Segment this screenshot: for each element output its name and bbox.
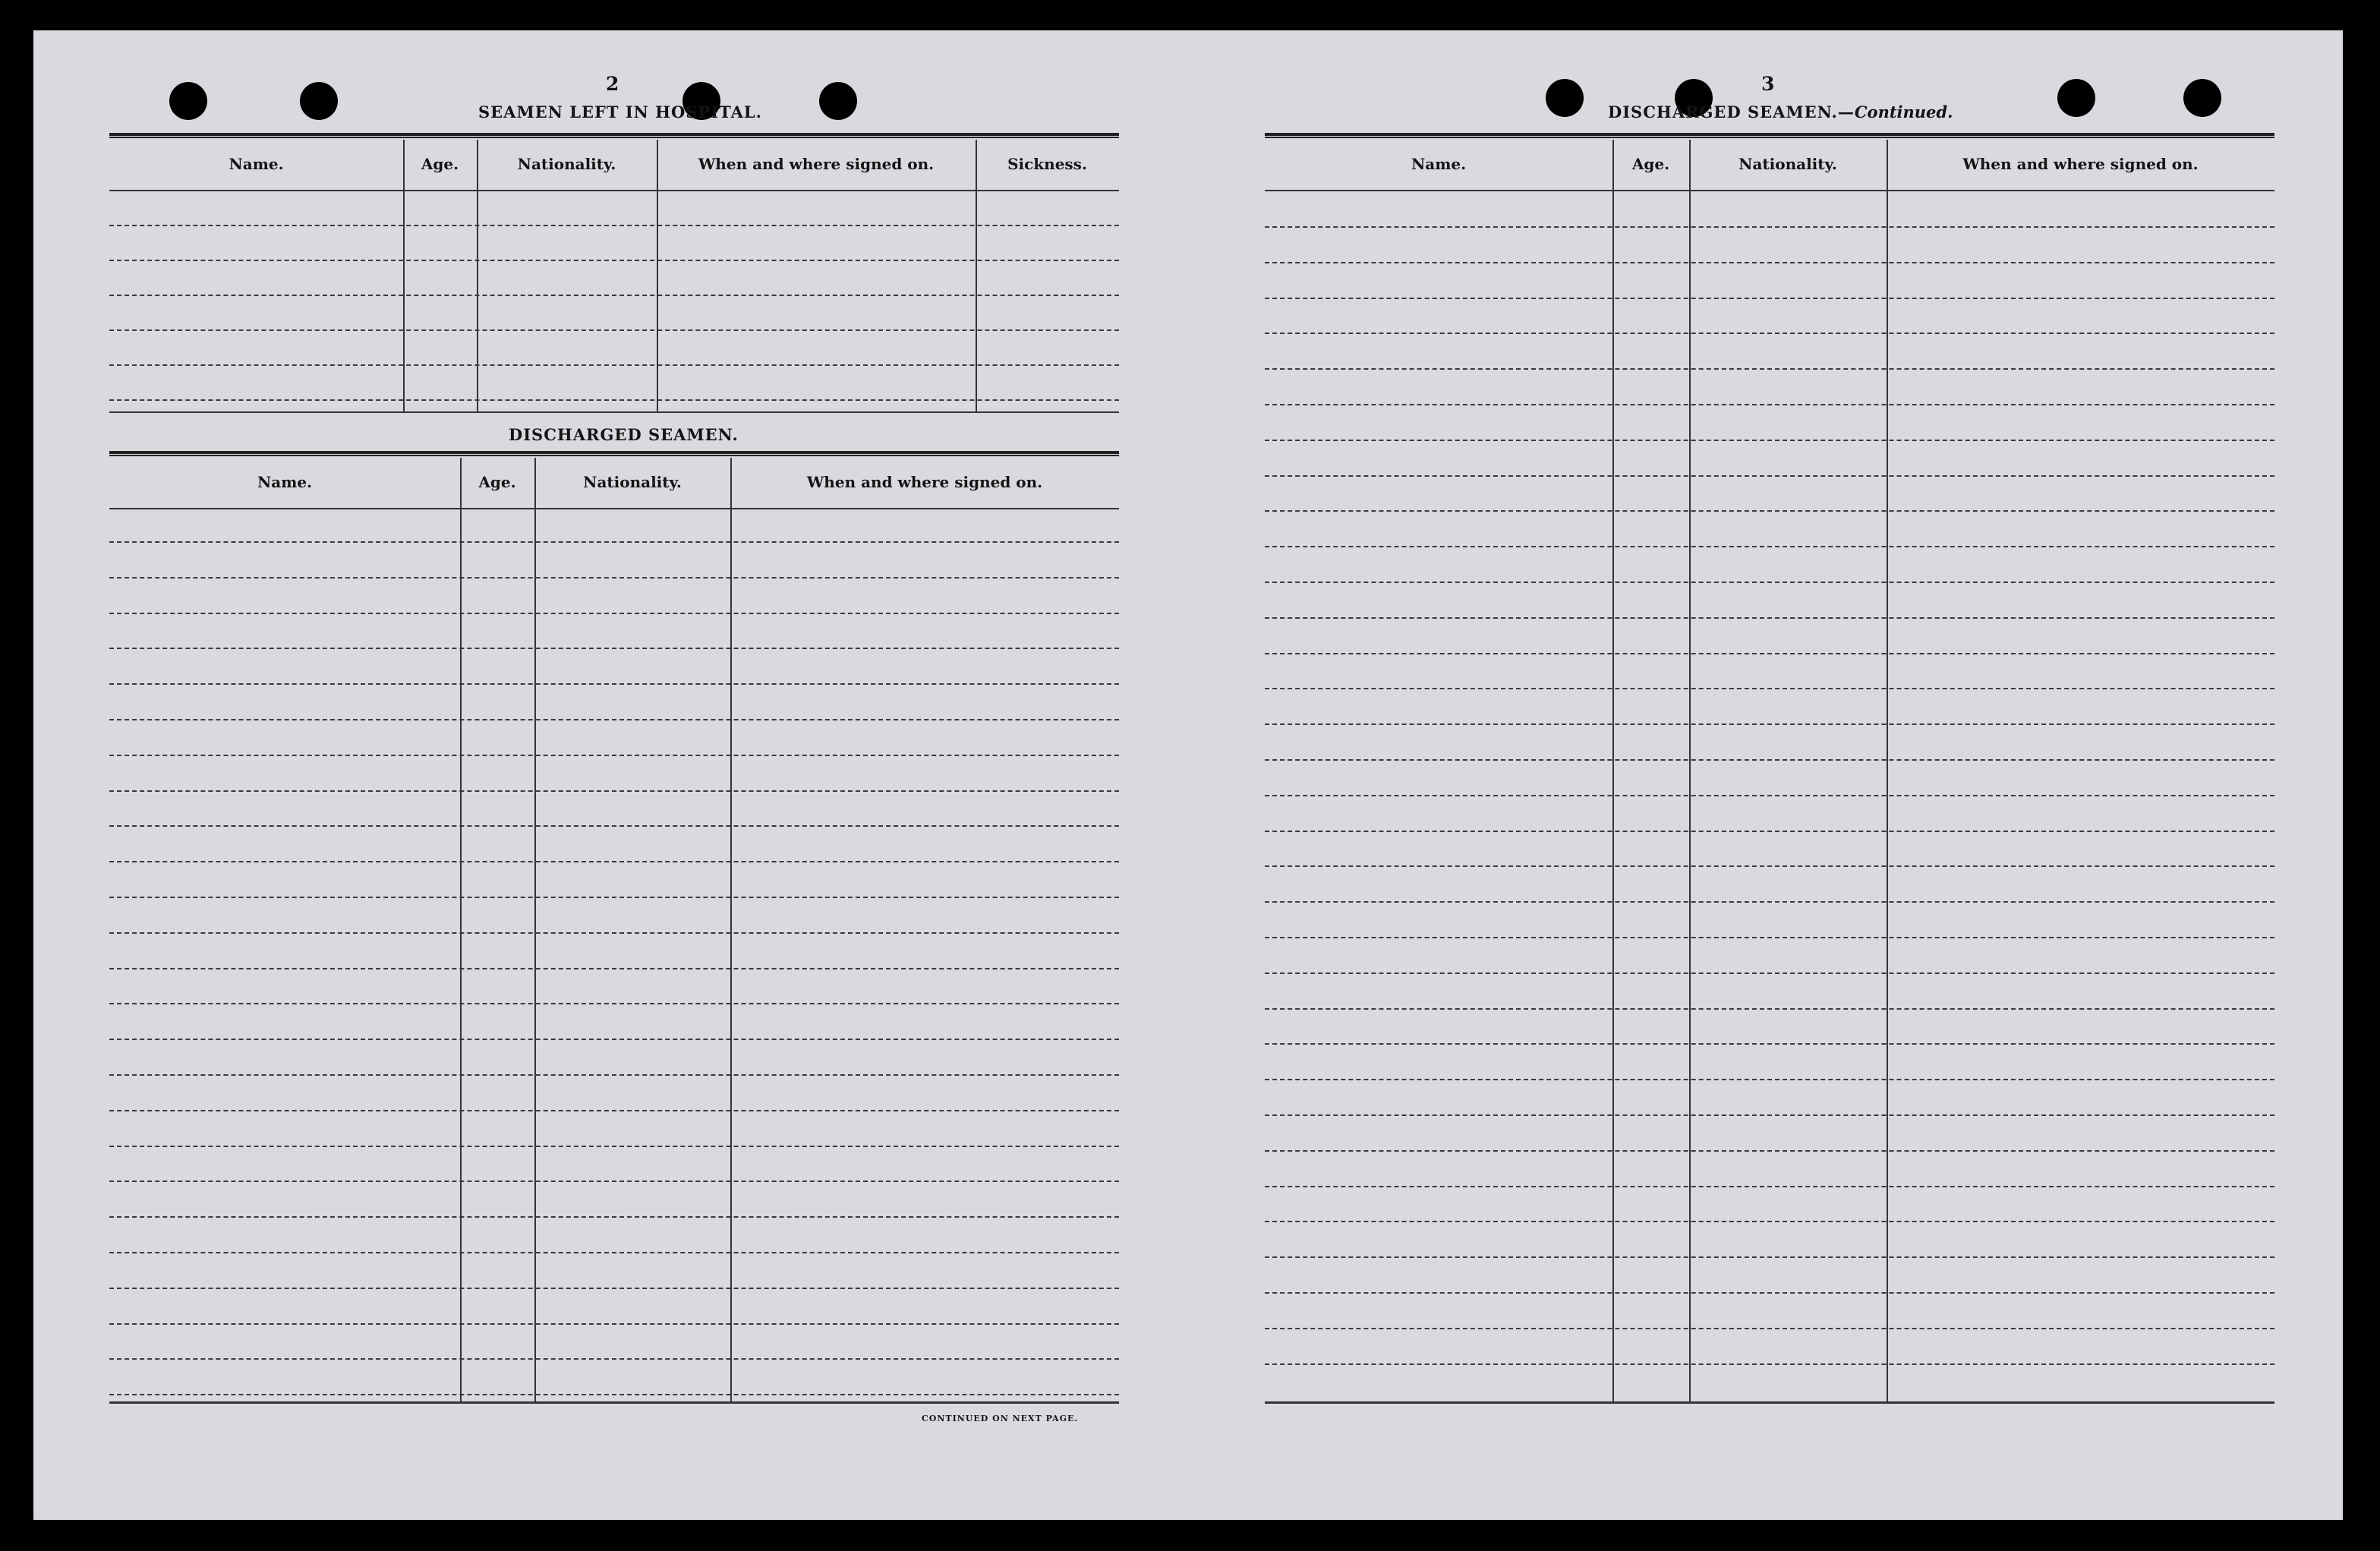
right-col-signed-on: When and where signed on.	[1962, 155, 2199, 173]
entry-line	[1265, 653, 2274, 654]
entry-line	[109, 968, 1119, 969]
entry-line	[1265, 723, 2274, 725]
hospital-table-header	[109, 140, 1119, 191]
entry-line	[1265, 226, 2274, 228]
entry-line	[1265, 1256, 2274, 1258]
punch-hole-icon	[169, 82, 207, 120]
entry-line	[109, 1216, 1119, 1218]
entry-line	[109, 260, 1119, 261]
entry-line	[1265, 582, 2274, 583]
hospital-bottom-rule	[109, 411, 1119, 413]
entry-line	[1265, 937, 2274, 938]
entry-line	[1265, 440, 2274, 441]
right-col-age: Age.	[1631, 155, 1670, 173]
entry-line	[1265, 973, 2274, 974]
entry-line	[109, 1358, 1119, 1360]
entry-line	[1265, 617, 2274, 619]
entry-line	[109, 225, 1119, 226]
right-section-title	[1608, 102, 1953, 121]
hospital-section-title: SEAMEN LEFT IN HOSPITAL.	[478, 102, 762, 121]
entry-line	[1265, 831, 2274, 832]
entry-line	[1265, 368, 2274, 370]
entry-line	[109, 1181, 1119, 1182]
right-top-rule	[1265, 133, 2274, 138]
entry-line	[109, 1074, 1119, 1076]
entry-line	[109, 861, 1119, 862]
entry-line	[109, 719, 1119, 720]
hospital-top-rule	[109, 133, 1119, 138]
entry-line	[109, 932, 1119, 934]
punch-hole-icon	[300, 82, 338, 120]
right-discharged-table	[1265, 140, 2274, 1401]
discharged-col-name: Name.	[257, 473, 313, 491]
entry-line	[1265, 333, 2274, 334]
right-page-number: 3	[1761, 73, 1775, 95]
hospital-col-divider	[477, 140, 478, 411]
entry-line	[109, 1110, 1119, 1111]
entry-line	[1265, 901, 2274, 903]
entry-line	[1265, 865, 2274, 867]
discharged-section-title: DISCHARGED SEAMEN.	[509, 425, 739, 444]
right-title-main: DISCHARGED SEAMEN.—	[1608, 102, 1855, 121]
entry-line	[109, 1288, 1119, 1289]
discharged-col-age: Age.	[478, 473, 516, 491]
document-sheet	[33, 30, 2343, 1520]
hospital-col-sickness: Sickness.	[1007, 155, 1087, 173]
punch-hole-icon	[2057, 79, 2095, 117]
entry-line	[1265, 510, 2274, 512]
entry-line	[1265, 1328, 2274, 1329]
entry-line	[109, 295, 1119, 296]
entry-line	[109, 790, 1119, 792]
right-col-divider	[1612, 140, 1614, 1401]
entry-line	[1265, 1114, 2274, 1116]
discharged-col-divider	[730, 458, 732, 1401]
entry-line	[109, 1146, 1119, 1147]
hospital-col-nationality: Nationality.	[517, 155, 616, 173]
entry-line	[109, 1039, 1119, 1040]
entry-line	[1265, 1150, 2274, 1152]
punch-hole-icon	[1546, 79, 1584, 117]
punch-hole-icon	[2183, 79, 2221, 117]
scan-border	[0, 1520, 2380, 1551]
entry-line	[1265, 1043, 2274, 1045]
entry-line	[109, 577, 1119, 578]
right-col-nationality: Nationality.	[1739, 155, 1837, 173]
entry-line	[1265, 1363, 2274, 1365]
entry-line	[1265, 404, 2274, 405]
entry-line	[1265, 475, 2274, 477]
entry-line	[109, 613, 1119, 614]
discharged-col-signed-on: When and where signed on.	[806, 473, 1043, 491]
entry-line	[1265, 1221, 2274, 1222]
hospital-col-name: Name.	[229, 155, 284, 173]
entry-line	[1265, 262, 2274, 263]
entry-line	[1265, 688, 2274, 689]
entry-line	[1265, 795, 2274, 796]
discharged-col-divider	[460, 458, 462, 1401]
right-table-header	[1265, 140, 2274, 191]
entry-line	[1265, 298, 2274, 299]
right-title-continued: Continued.	[1854, 102, 1953, 121]
discharged-table	[109, 458, 1119, 1401]
discharged-col-divider	[534, 458, 536, 1401]
entry-line	[109, 541, 1119, 543]
entry-line	[109, 329, 1119, 331]
entry-line	[109, 825, 1119, 827]
entry-line	[1265, 1008, 2274, 1010]
entry-line	[109, 364, 1119, 366]
entry-line	[1265, 759, 2274, 761]
entry-line	[109, 897, 1119, 898]
right-col-divider	[1689, 140, 1691, 1401]
right-col-name: Name.	[1411, 155, 1467, 173]
hospital-col-divider	[403, 140, 405, 411]
discharged-bottom-rule	[109, 1401, 1119, 1404]
entry-line	[1265, 1292, 2274, 1294]
left-page-number: 2	[606, 73, 619, 95]
entry-line	[109, 399, 1119, 401]
hospital-col-divider	[657, 140, 658, 411]
discharged-top-rule	[109, 451, 1119, 456]
entry-line	[109, 683, 1119, 685]
entry-line	[109, 755, 1119, 756]
entry-line	[1265, 546, 2274, 547]
entry-line	[109, 1252, 1119, 1253]
entry-line	[1265, 1079, 2274, 1080]
discharged-col-nationality: Nationality.	[583, 473, 682, 491]
hospital-col-signed-on: When and where signed on.	[698, 155, 935, 173]
hospital-col-divider	[976, 140, 977, 411]
entry-line	[109, 1003, 1119, 1004]
continued-note: CONTINUED ON NEXT PAGE.	[922, 1414, 1079, 1423]
hospital-table	[109, 140, 1119, 411]
right-bottom-rule	[1265, 1401, 2274, 1404]
entry-line	[109, 648, 1119, 649]
entry-line	[109, 1394, 1119, 1395]
entry-line	[109, 1323, 1119, 1325]
hospital-col-age: Age.	[421, 155, 459, 173]
punch-hole-icon	[819, 82, 857, 120]
discharged-table-header	[109, 458, 1119, 509]
entry-line	[1265, 1186, 2274, 1187]
right-col-divider	[1887, 140, 1888, 1401]
